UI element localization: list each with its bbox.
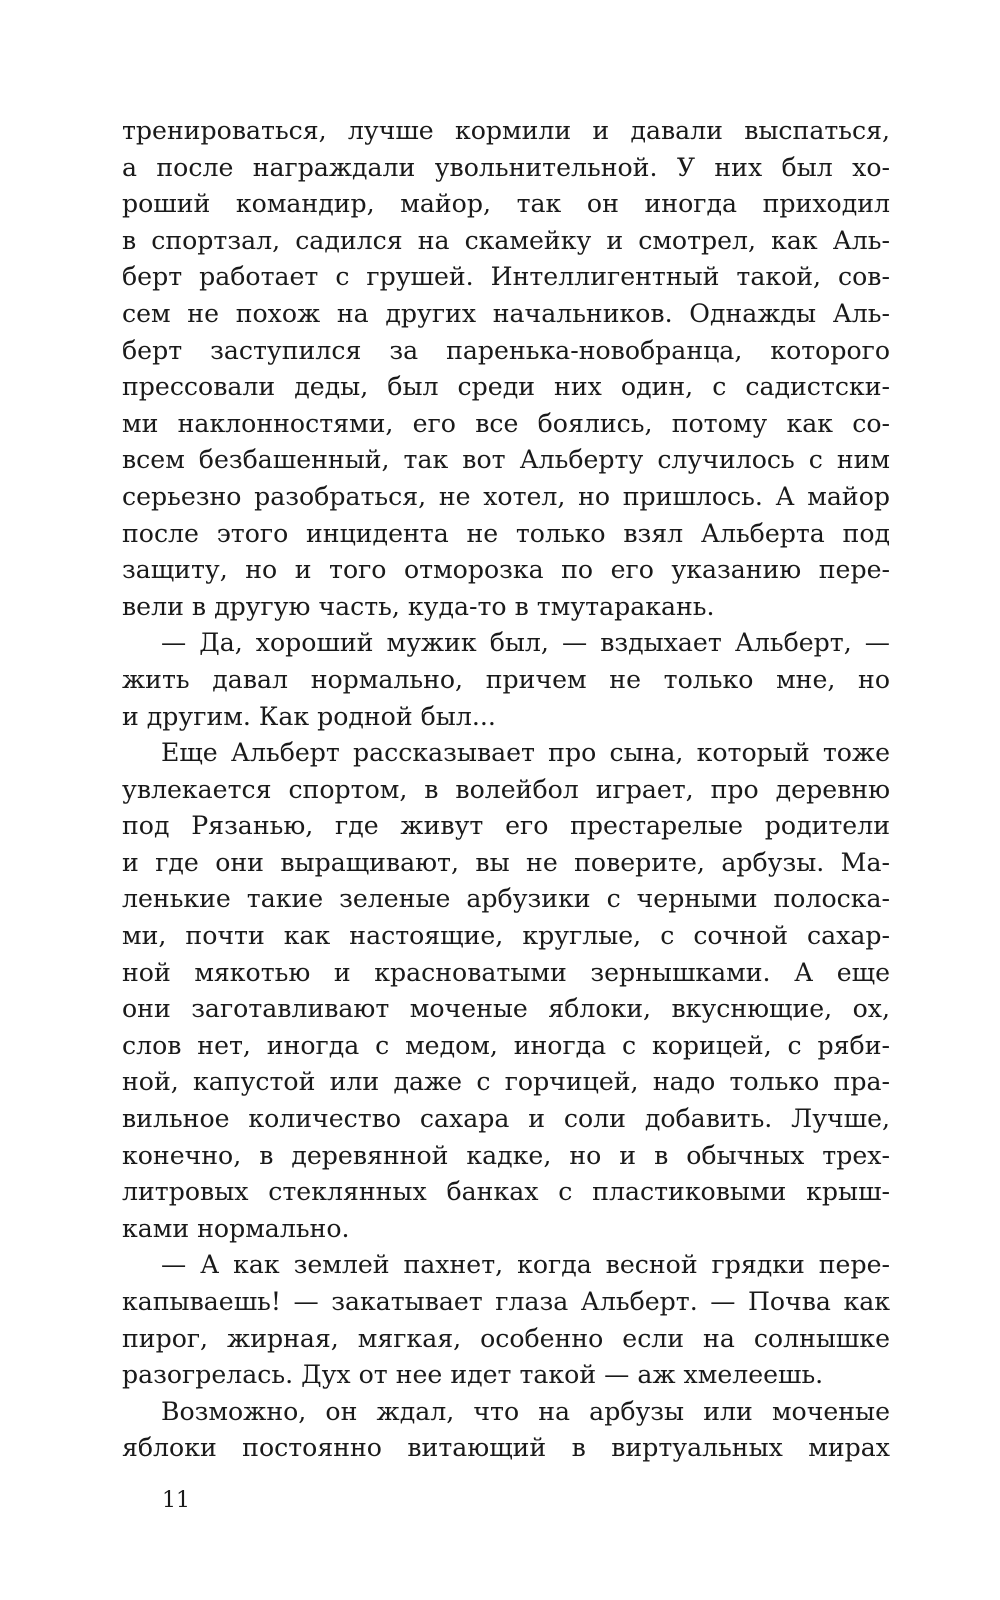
text-line: роший командир, майор, так он иногда приходил (122, 189, 890, 219)
text-line: защиту, но и того отморозка по его указанию пере- (122, 555, 890, 585)
text-line: они заготавливают моченые яблоки, вкуснющие, ох, (122, 994, 890, 1024)
text-line: под Рязанью, где живут его престарелые родители (122, 811, 890, 841)
text-line: жить давал нормально, причем не только мне, но (122, 664, 890, 694)
text-line: капываешь! — закатывает глаза Альберт. — Почва как (122, 1287, 890, 1316)
text-line: ной, капустой или даже с горчицей, надо только пра- (122, 1067, 890, 1097)
text-line: — Да, хороший мужик был, — вздыхает Альберт, — (161, 628, 890, 658)
text-line: ми наклонностями, его все боялись, потому как со- (122, 408, 890, 438)
text-line: а после награждали увольнительной. У них был хо- (122, 152, 890, 182)
text-line: увлекается спортом, в волейбол играет, про деревню (122, 774, 890, 804)
text-line: тренироваться, лучше кормили и давали выспаться, (122, 116, 890, 145)
text-line: ми, почти как настоящие, круглые, с сочной сахар- (122, 921, 890, 951)
text-line: пирог, жирная, мягкая, особенно если на солнышке (122, 1323, 890, 1353)
text-line: в спортзал, садился на скамейку и смотрел, как Аль- (122, 225, 890, 255)
text-line: ной мякотью и красноватыми зернышками. А еще (122, 957, 890, 987)
text-line: яблоки постоянно витающий в виртуальных мирах (122, 1433, 890, 1463)
text-line: конечно, в деревянной кадке, но и в обычных трех- (122, 1140, 890, 1170)
text-line: Еще Альберт рассказывает про сына, который тоже (161, 738, 890, 768)
text-line: сем не похож на других начальников. Однажды Аль- (122, 298, 890, 328)
text-line: и где они выращивают, вы не поверите, арбузы. Ма- (122, 847, 890, 877)
text-line: после этого инцидента не только взял Альберта под (122, 518, 890, 548)
text-line: слов нет, иногда с медом, иногда с корицей, с ряби- (122, 1030, 890, 1060)
text-line: ленькие такие зеленые арбузики с черными полоска- (122, 884, 890, 914)
text-line: прессовали деды, был среди них один, с садистски- (122, 372, 890, 402)
text-line: и другим. Как родной был... (122, 701, 496, 731)
text-line: серьезно разобраться, не хотел, но пришлось. А майор (122, 481, 890, 511)
text-line: Возможно, он ждал, что на арбузы или моченые (161, 1396, 890, 1426)
text-line: вели в другую часть, куда-то в тмутаракань. (122, 591, 715, 621)
page-number: 11 (162, 1488, 190, 1513)
text-line: всем безбашенный, так вот Альберту случилось с ним (122, 445, 890, 475)
text-line: ками нормально. (122, 1213, 350, 1243)
text-line: разогрелась. Дух от нее идет такой — аж хмелеешь. (122, 1360, 824, 1390)
text-line: — А как землей пахнет, когда весной грядки пере- (161, 1250, 890, 1280)
text-line: берт заступился за паренька-новобранца, которого (122, 335, 890, 365)
body-text (122, 113, 890, 1467)
text-line: берт работает с грушей. Интеллигентный такой, сов- (122, 262, 890, 292)
text-line: литровых стеклянных банках с пластиковыми крыш- (122, 1177, 890, 1207)
text-line: вильное количество сахара и соли добавить. Лучше, (122, 1104, 890, 1134)
